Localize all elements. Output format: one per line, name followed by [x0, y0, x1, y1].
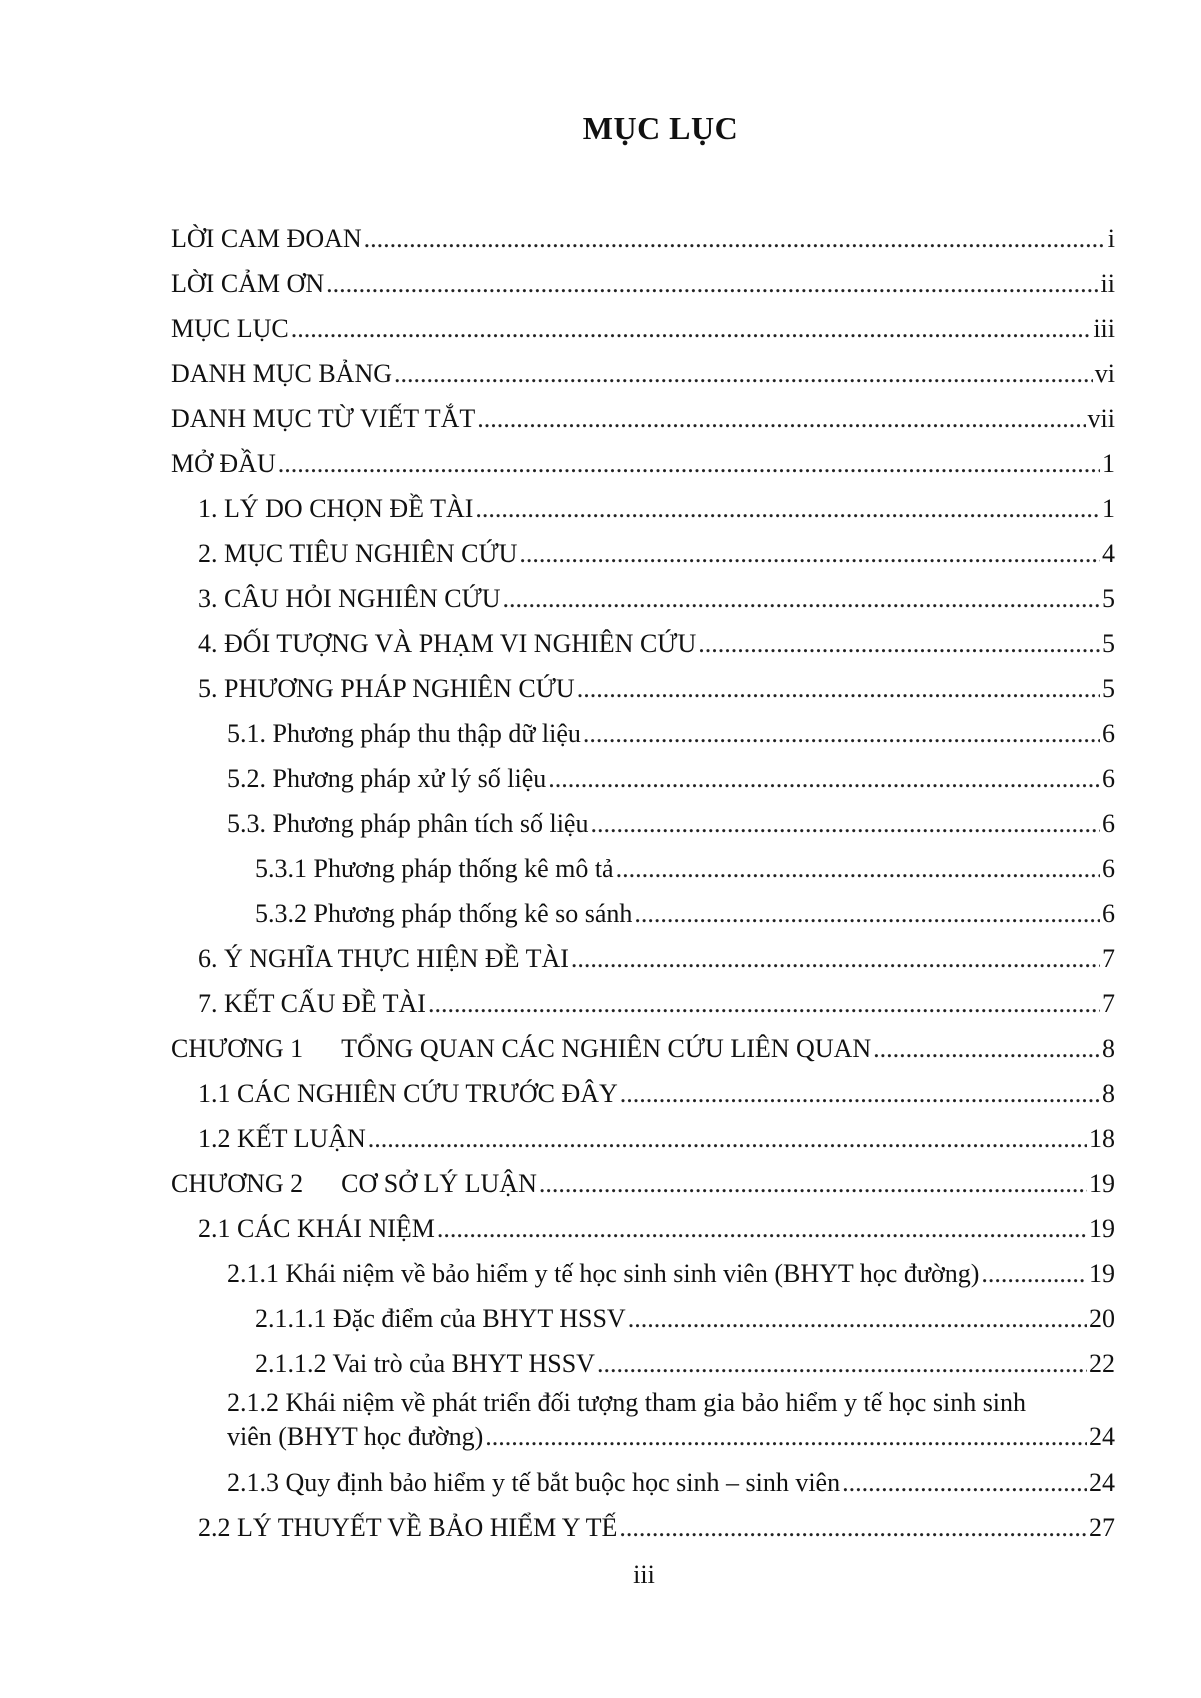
dot-leader — [519, 531, 1100, 576]
toc-entry-label: 2. MỤC TIÊU NGHIÊN CỨU — [198, 539, 518, 568]
toc-entry-page: i — [1107, 224, 1115, 253]
dot-leader — [368, 1116, 1087, 1161]
toc-entry-page: 19 — [1089, 1169, 1115, 1198]
dot-leader — [326, 261, 1098, 306]
toc-entry-page: 6 — [1102, 809, 1115, 838]
toc-entry-label: DANH MỤC BẢNG — [171, 359, 393, 388]
toc-chapter-entry — [171, 1161, 1115, 1206]
dot-leader — [428, 981, 1100, 1026]
dot-leader — [475, 486, 1100, 531]
toc-entry-page: 5 — [1102, 629, 1115, 658]
dot-leader — [698, 621, 1100, 666]
toc-entry — [171, 531, 1115, 576]
toc-entry-label: 4. ĐỐI TƯỢNG VÀ PHẠM VI NGHIÊN CỨU — [198, 629, 697, 658]
toc-entry-page: 8 — [1102, 1034, 1115, 1063]
toc-entry-label: 2.1.3 Quy định bảo hiểm y tế bắt buộc học sinh – sinh viên — [227, 1468, 841, 1497]
dot-leader — [634, 891, 1100, 936]
dot-leader — [477, 396, 1085, 441]
toc-entry-label: 6. Ý NGHĨA THỰC HIỆN ĐỀ TÀI — [198, 944, 569, 973]
toc-entry-page: 6 — [1102, 854, 1115, 883]
toc-entry — [171, 1116, 1115, 1161]
toc-entry-label: LỜI CẢM ƠN — [171, 269, 325, 298]
toc-entry-wrapped — [171, 1386, 1115, 1460]
toc-entry — [171, 801, 1115, 846]
dot-leader — [437, 1206, 1087, 1251]
toc-entry-label-line1: 2.1.2 Khái niệm về phát triển đối tượng tham gia bảo hiểm y tế học sinh sinh — [227, 1388, 1027, 1417]
toc-entry-page: 4 — [1102, 539, 1115, 568]
dot-leader — [620, 1071, 1100, 1116]
toc-entry-page: 27 — [1089, 1513, 1115, 1542]
dot-leader — [628, 1296, 1087, 1341]
chapter-number: CHƯƠNG 1 — [171, 1034, 304, 1063]
toc-entry — [171, 846, 1115, 891]
toc-entry-label-line2: viên (BHYT học đường) — [227, 1422, 484, 1451]
toc-entry — [171, 981, 1115, 1026]
toc-entry-page: 19 — [1089, 1259, 1115, 1288]
toc-entry — [171, 936, 1115, 981]
toc-entry-page: 6 — [1102, 719, 1115, 748]
toc-chapter-entry — [171, 1026, 1115, 1071]
toc-entry-page: 7 — [1102, 989, 1115, 1018]
chapter-title: CƠ SỞ LÝ LUẬN — [341, 1169, 537, 1198]
dot-leader — [503, 576, 1100, 621]
footer-page-number: iii — [633, 1560, 655, 1589]
toc-entry-label — [171, 1161, 537, 1206]
dot-leader — [539, 1161, 1087, 1206]
dot-leader — [291, 306, 1092, 351]
toc-entry-label: 5.1. Phương pháp thu thập dữ liệu — [227, 719, 581, 748]
dot-leader — [485, 1420, 1087, 1454]
toc-entry — [171, 666, 1115, 711]
dot-leader — [394, 351, 1093, 396]
dot-leader — [577, 666, 1100, 711]
toc-entry-page: vi — [1094, 359, 1115, 388]
toc-entry — [171, 306, 1115, 351]
toc-entry — [171, 486, 1115, 531]
toc-entry-page: 5 — [1102, 674, 1115, 703]
toc-entry — [171, 441, 1115, 486]
toc-entry-label: 2.2 LÝ THUYẾT VỀ BẢO HIỂM Y TẾ — [198, 1513, 618, 1542]
toc-entry-label: 2.1 CÁC KHÁI NIỆM — [198, 1214, 435, 1243]
dot-leader — [278, 441, 1100, 486]
toc-entry — [171, 1251, 1115, 1296]
dot-leader — [548, 756, 1100, 801]
dot-leader — [597, 1341, 1087, 1386]
chapter-number: CHƯƠNG 2 — [171, 1169, 304, 1198]
toc-entry — [171, 576, 1115, 621]
toc-entry — [171, 891, 1115, 936]
toc-entry-page: 1 — [1102, 494, 1115, 523]
toc-entry-label: MỞ ĐẦU — [171, 449, 276, 478]
toc-entry-page: 20 — [1089, 1304, 1115, 1333]
toc-entry — [171, 1460, 1115, 1505]
toc-entry — [171, 216, 1115, 261]
dot-leader — [981, 1251, 1087, 1296]
toc-entry — [171, 351, 1115, 396]
toc-entry-page: 24 — [1089, 1468, 1115, 1497]
toc-entry-page: ii — [1100, 269, 1115, 298]
toc-entry-page: 6 — [1102, 899, 1115, 928]
toc-entry-label: 5.3.2 Phương pháp thống kê so sánh — [255, 899, 633, 928]
dot-leader — [364, 216, 1106, 261]
dot-leader — [583, 711, 1100, 756]
toc-entry-label: 2.1.1.1 Đặc điểm của BHYT HSSV — [255, 1304, 626, 1333]
toc-entry-label: 7. KẾT CẤU ĐỀ TÀI — [198, 989, 426, 1018]
toc-entry-label: MỤC LỤC — [171, 314, 289, 343]
dot-leader — [842, 1460, 1087, 1505]
toc-entry-page: 22 — [1089, 1349, 1115, 1378]
toc-entry-label: DANH MỤC TỪ VIẾT TẮT — [171, 404, 476, 433]
toc-entry-label: 5.3.1 Phương pháp thống kê mô tả — [255, 854, 614, 883]
toc-entry-page: 24 — [1089, 1422, 1115, 1451]
toc-entry — [171, 756, 1115, 801]
chapter-title: TỔNG QUAN CÁC NGHIÊN CỨU LIÊN QUAN — [341, 1034, 872, 1063]
toc-entry-page: 8 — [1102, 1079, 1115, 1108]
dot-leader — [616, 846, 1100, 891]
toc-entry-page: 6 — [1102, 764, 1115, 793]
dot-leader — [873, 1026, 1100, 1071]
toc-entry-label: 2.1.1.2 Vai trò của BHYT HSSV — [255, 1349, 595, 1378]
toc-entry — [171, 621, 1115, 666]
toc-entry-label: 3. CÂU HỎI NGHIÊN CỨU — [198, 584, 501, 613]
toc-entry-page: iii — [1093, 314, 1115, 343]
toc-entry-label: LỜI CAM ĐOAN — [171, 224, 362, 253]
toc-entry — [171, 711, 1115, 756]
toc-entry-label: 2.1.1 Khái niệm về bảo hiểm y tế học sinh sinh viên (BHYT học đường) — [227, 1259, 980, 1288]
toc-entry — [171, 396, 1115, 441]
toc-entry — [171, 1071, 1115, 1116]
toc-entry-label — [171, 1026, 871, 1071]
toc-entry-page: 19 — [1089, 1214, 1115, 1243]
dot-leader — [571, 936, 1100, 981]
toc-entry-page: 7 — [1102, 944, 1115, 973]
toc-entry — [171, 1341, 1115, 1386]
toc-entry-label: 5.3. Phương pháp phân tích số liệu — [227, 809, 589, 838]
toc-entry-label: 1.2 KẾT LUẬN — [198, 1124, 366, 1153]
dot-leader — [590, 801, 1100, 846]
toc-entry — [171, 1206, 1115, 1251]
toc-entry — [171, 1505, 1115, 1550]
toc-entry-page: 1 — [1102, 449, 1115, 478]
toc-entry — [171, 261, 1115, 306]
page-title: MỤC LỤC — [582, 110, 739, 146]
dot-leader — [619, 1505, 1087, 1550]
toc-entry-label: 1. LÝ DO CHỌN ĐỀ TÀI — [198, 494, 474, 523]
toc-entry-page: 18 — [1089, 1124, 1115, 1153]
table-of-contents — [171, 216, 1115, 1550]
toc-entry-label: 1.1 CÁC NGHIÊN CỨU TRƯỚC ĐÂY — [198, 1079, 618, 1108]
toc-entry-page: vii — [1087, 404, 1115, 433]
toc-entry-label: 5. PHƯƠNG PHÁP NGHIÊN CỨU — [198, 674, 575, 703]
toc-entry-page: 5 — [1102, 584, 1115, 613]
toc-entry — [171, 1296, 1115, 1341]
toc-entry-label: 5.2. Phương pháp xử lý số liệu — [227, 764, 547, 793]
